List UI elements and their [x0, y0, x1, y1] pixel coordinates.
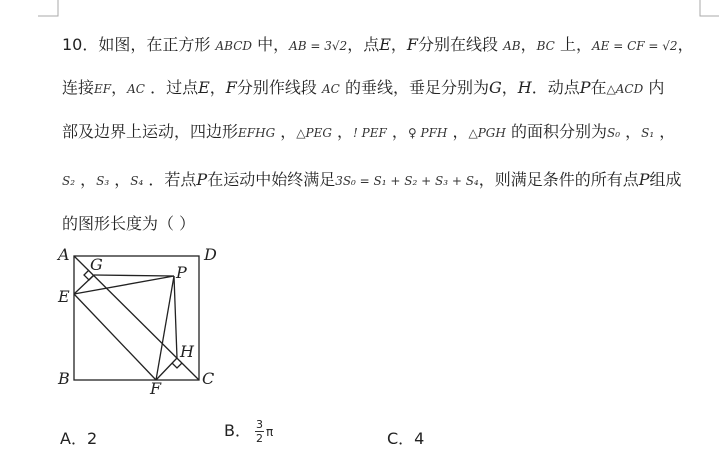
- ae-cf-equation: AE = CF = √2: [591, 39, 678, 53]
- label-e: E: [58, 287, 70, 306]
- problem-line-4: S₂ ，S₃ ，S₄ ．若点P在运动中始终满足3S₀ = S₁ + S₂ + S₃ + S₄，则满足条件的所有点P组成: [62, 170, 682, 189]
- segment-pe: [74, 276, 174, 294]
- corner-mark-left: [38, 0, 60, 18]
- option-b[interactable]: B． $\frac{3}{2}$ π: [224, 418, 274, 445]
- fraction-three-halves: $\frac{3}{2}$: [255, 418, 263, 445]
- label-c: C: [202, 369, 215, 388]
- problem-line-1: 10．如图，在正方形 ABCD 中，AB = 3√2，点E，F分别在线段 AB，BC 上，AE = CF = √2，: [62, 35, 694, 54]
- option-a[interactable]: A．2: [60, 429, 98, 448]
- problem-line-5: 的图形长度为（ ）: [62, 214, 196, 233]
- right-angle-h: [172, 363, 182, 368]
- corner-mark-right: [699, 0, 719, 18]
- label-h: H: [180, 342, 194, 361]
- label-a: A: [58, 245, 70, 264]
- label-f: F: [150, 379, 162, 394]
- problem-line-2: 连接EF，AC ．过点E，F分别作线段 AC 的垂线，垂足分别为G，H．动点P在△ACD 内: [62, 78, 665, 97]
- label-b: B: [58, 369, 70, 388]
- segment-pg: [94, 275, 174, 276]
- problem-number: 10．: [62, 35, 99, 54]
- segment-ef: [74, 294, 156, 380]
- problem-line-3: 部及边界上运动，四边形EFHG ，△PEG ，! PEF ，♀ PFH ，△PGH 的面积分别为S₀ ，S₁ ，: [62, 122, 676, 141]
- area-condition-equation: 3S₀ = S₁ + S₂ + S₃ + S₄: [335, 174, 479, 188]
- label-d: D: [204, 245, 217, 264]
- segment-ph: [174, 276, 177, 358]
- ab-equation: AB = 3√2: [289, 39, 348, 53]
- label-p: P: [176, 263, 187, 282]
- label-g: G: [90, 255, 103, 274]
- square-name: ABCD: [215, 39, 252, 53]
- geometry-figure: [56, 244, 226, 394]
- option-c[interactable]: C．4: [387, 429, 425, 448]
